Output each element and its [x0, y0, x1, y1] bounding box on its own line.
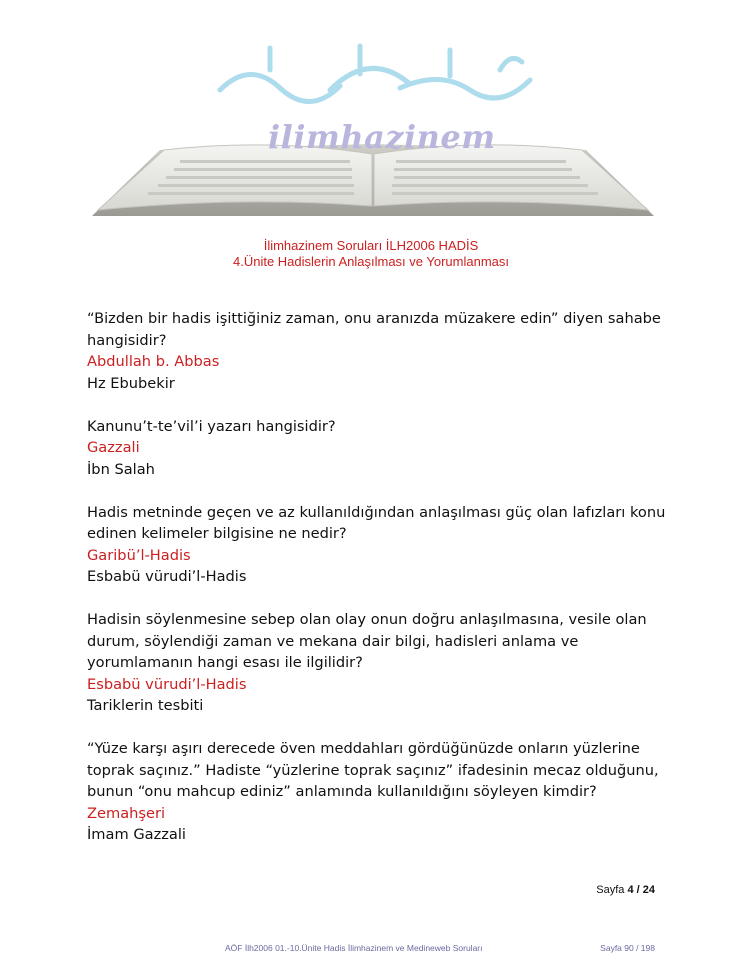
document-header [0, 238, 742, 270]
question-block [87, 609, 667, 717]
document-footer [225, 943, 655, 953]
page-total: 24 [642, 884, 655, 896]
calligraphy-icon [210, 40, 540, 110]
question-block [87, 502, 667, 588]
question-block [87, 738, 667, 846]
page-number [596, 884, 655, 896]
footer-source: AÖF İlh2006 01.-10.Ünite Hadis İlimhazinem ve Medineweb Soruları [225, 943, 483, 953]
alternative-answer: Esbabü vürudi’l-Hadis [87, 568, 247, 585]
question-text: Kanunu’t-te’vil’i yazarı hangisidir? [87, 417, 336, 435]
question-list [87, 308, 667, 867]
header-title: İlimhazinem Soruları İLH2006 HADİS [263, 238, 479, 253]
question-text: Hadis metninde geçen ve az kullanıldığından anlaşılması güç olan lafızları konu edinen kelimeler bilgisine ne nedir? [87, 503, 666, 542]
question-block [87, 308, 667, 394]
correct-answer: Esbabü vürudi’l-Hadis [87, 675, 247, 693]
alternative-answer: İmam Gazzali [87, 826, 186, 843]
correct-answer: Gazzali [87, 439, 140, 456]
alternative-answer: Hz Ebubekir [87, 374, 175, 392]
question-text: “Bizden bir hadis işittiğiniz zaman, onu aranızda müzakere edin” diyen sahabe hangisidir? [87, 310, 661, 349]
alternative-answer: Tariklerin tesbiti [87, 697, 204, 714]
page-separator: / [636, 884, 640, 896]
correct-answer: Garibü’l-Hadis [87, 546, 191, 564]
alternative-answer: İbn Salah [87, 460, 155, 478]
footer-page: Sayfa 90 / 198 [600, 943, 655, 953]
correct-answer: Abdullah b. Abbas [87, 353, 220, 370]
correct-answer: Zemahşeri [87, 804, 166, 822]
brand-watermark: ilimhazinem [268, 118, 496, 156]
page-label: Sayfa [596, 884, 625, 896]
question-text: Hadisin söylenmesine sebep olan olay onun doğru anlaşılmasına, vesile olan durum, söylendiği zaman ve mekana dair bilgi, hadisleri anlama ve yorumlamanın hangi esası ile ilgilidir? [87, 611, 647, 671]
question-text: “Yüze karşı aşırı derecede öven meddahları gördüğünüzde onların yüzlerine toprak saçınız.” Hadiste “yüzlerine toprak saçınız” ifadesinin mecaz olduğunu, bunun “onu mahcup ediniz” anlamında kullanıldığını söyleyen kimdir? [87, 740, 659, 800]
header-subtitle: 4.Ünite Hadislerin Anlaşılması ve Yorumlanması [232, 254, 510, 269]
page-current: 4 [627, 884, 634, 896]
question-block [87, 416, 667, 481]
